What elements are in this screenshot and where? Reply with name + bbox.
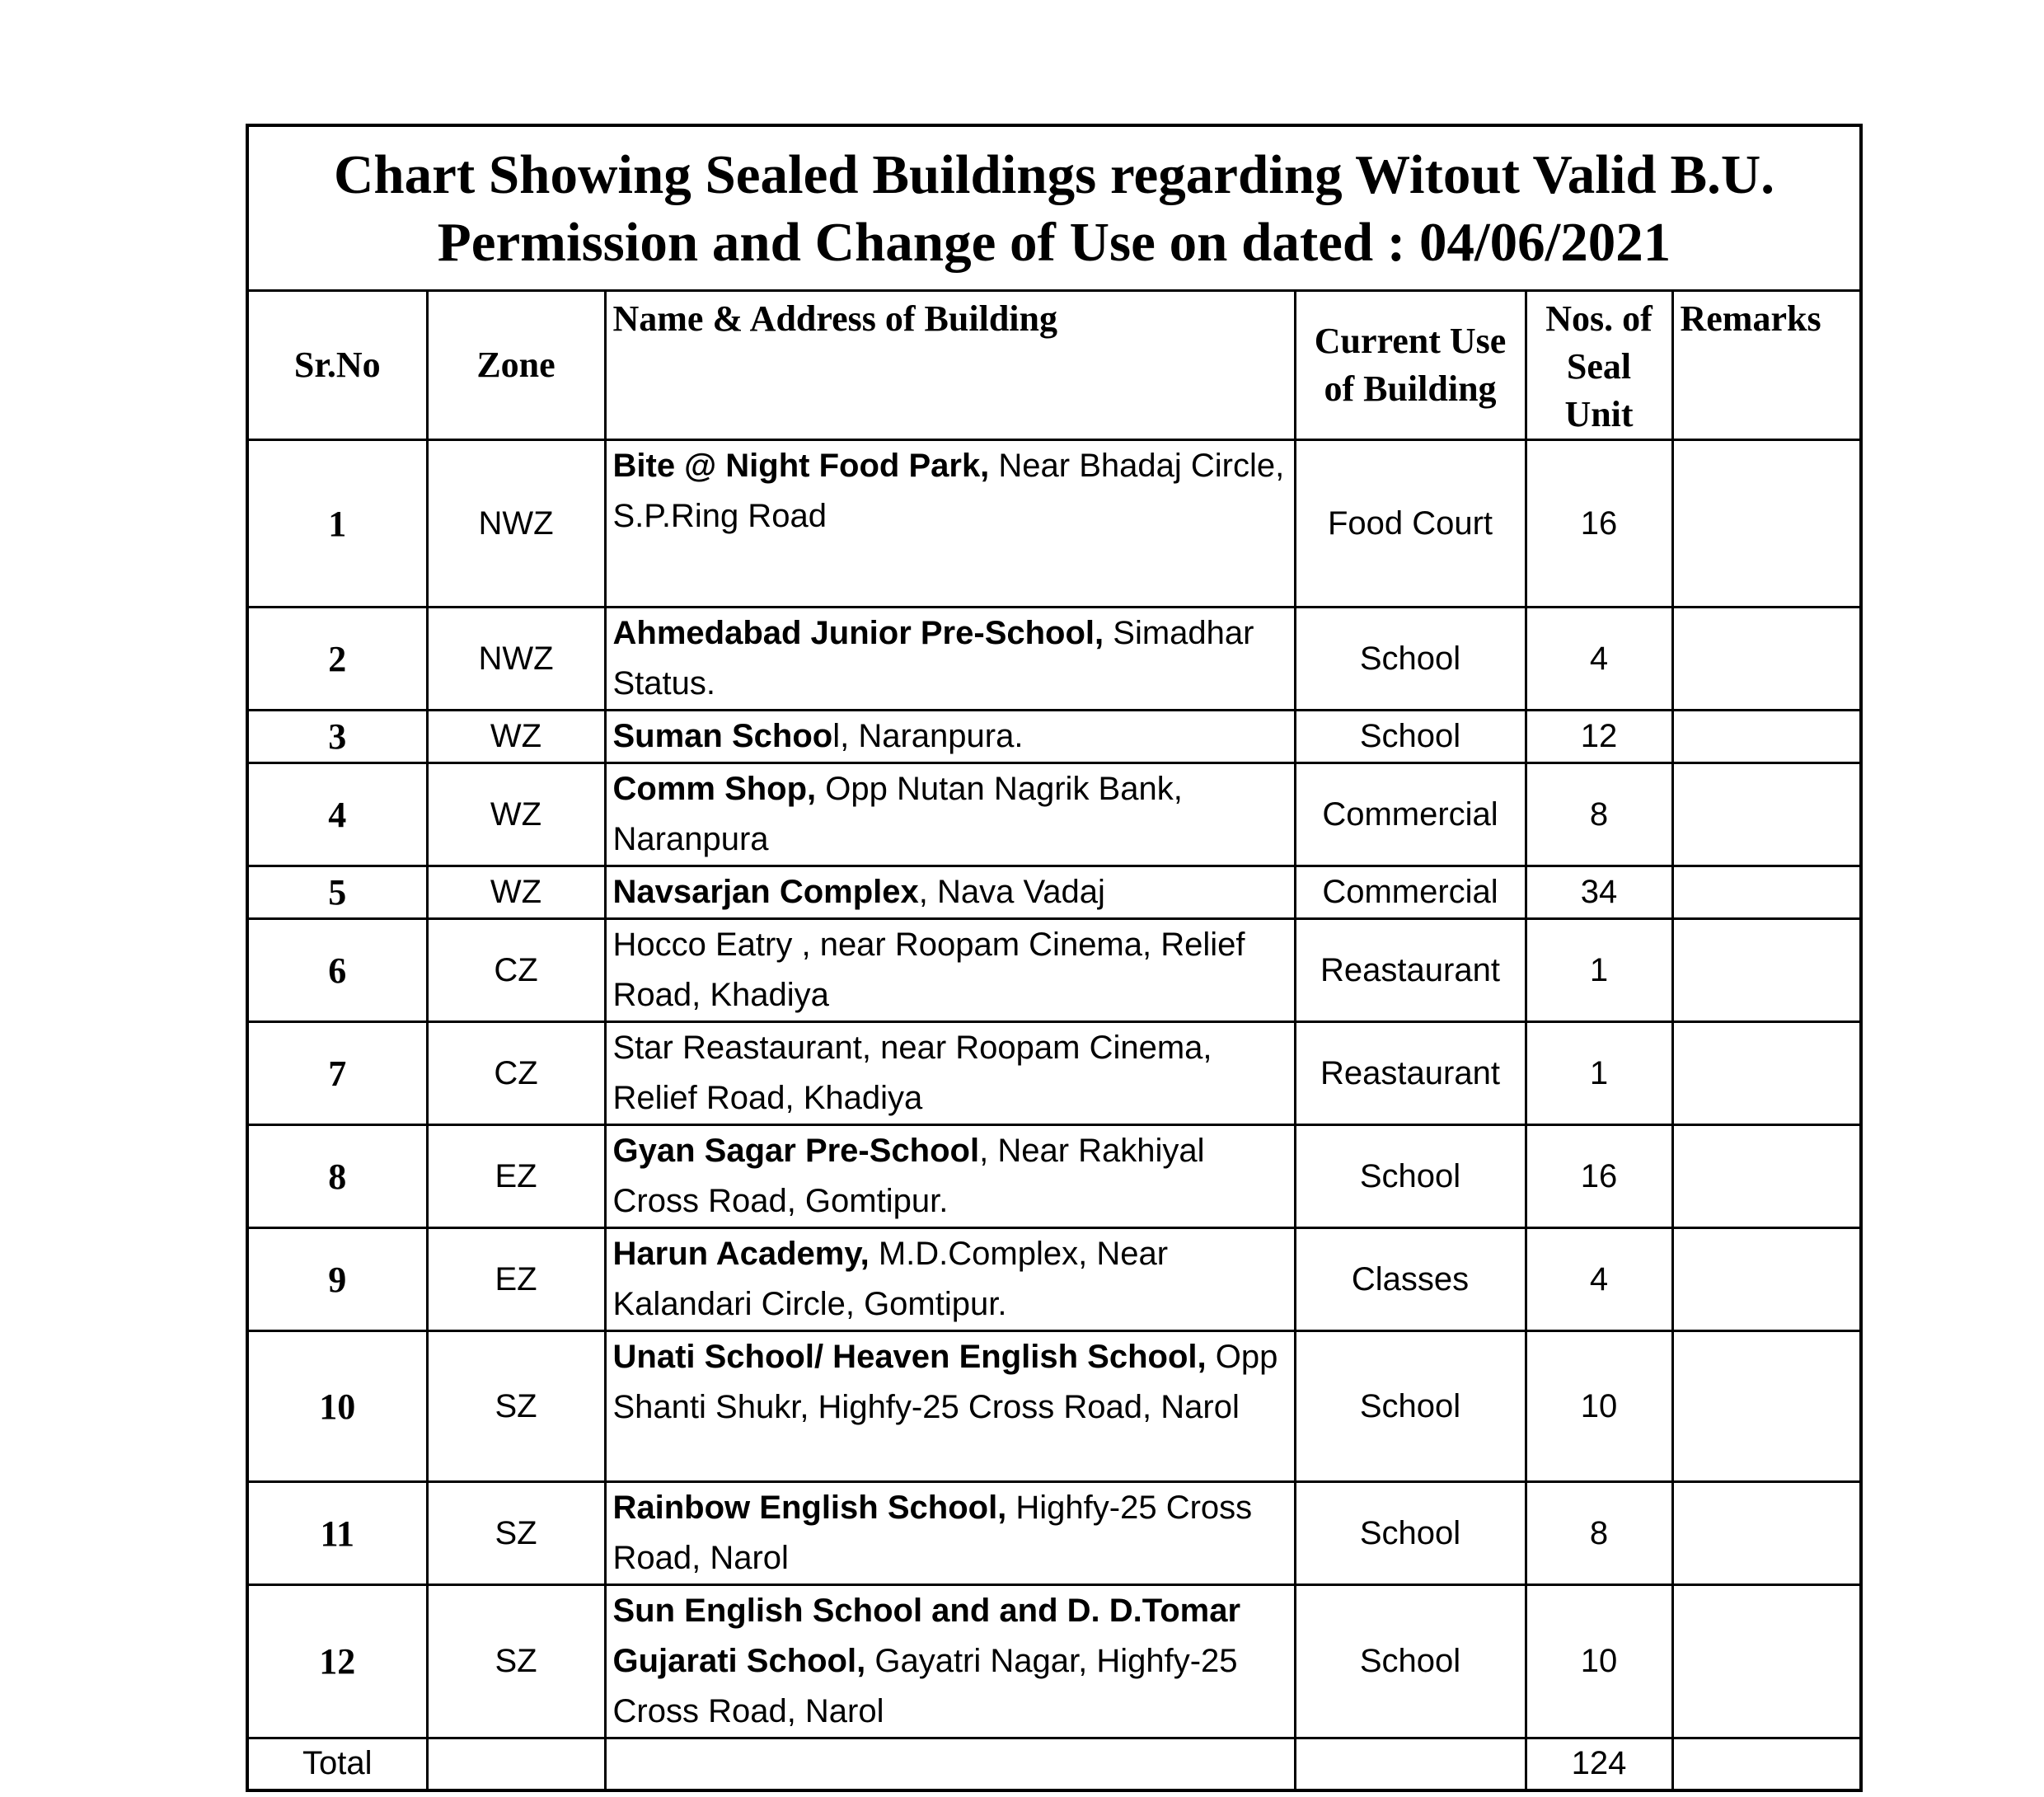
table-row [249, 919, 1859, 1022]
cell-srno: 2 [249, 608, 427, 711]
sheet-title [249, 127, 1859, 292]
building-address: , Near Rakhiyal Cross Road, Gomtipur. [612, 1133, 1214, 1219]
col-header-current-use-line1: Current Use [1314, 321, 1507, 361]
total-row [249, 1738, 1859, 1789]
col-header-remarks: Remarks [1672, 292, 1859, 440]
building-name: Comm Shop, [612, 771, 817, 807]
cell-srno: 8 [249, 1125, 427, 1228]
cell-zone: SZ [427, 1331, 605, 1482]
cell-current-use: Classes [1295, 1228, 1526, 1331]
table-row [249, 763, 1859, 866]
cell-srno: 11 [249, 1482, 427, 1585]
cell-srno: 10 [249, 1331, 427, 1482]
cell-srno: 12 [249, 1585, 427, 1738]
col-header-seal-units-line2: Seal [1566, 346, 1632, 387]
total-empty-name [605, 1738, 1295, 1789]
building-name: Harun Academy, [612, 1236, 870, 1272]
cell-seal-units: 12 [1526, 711, 1672, 763]
cell-zone: CZ [427, 919, 605, 1022]
cell-remarks [1672, 919, 1859, 1022]
table-row [249, 1022, 1859, 1125]
cell-current-use: School [1295, 1125, 1526, 1228]
cell-current-use: School [1295, 608, 1526, 711]
cell-name-address [605, 711, 1295, 763]
building-name: Gyan Sagar Pre-School [612, 1133, 980, 1169]
cell-zone: NWZ [427, 440, 605, 608]
cell-srno: 6 [249, 919, 427, 1022]
col-header-seal-units [1526, 292, 1672, 440]
col-header-seal-units-line3: Unit [1564, 394, 1634, 434]
cell-current-use: School [1295, 711, 1526, 763]
table-row [249, 711, 1859, 763]
col-header-seal-units-line1: Nos. of [1545, 298, 1653, 339]
total-empty-remarks [1672, 1738, 1859, 1789]
cell-remarks [1672, 866, 1859, 919]
table-body [249, 440, 1859, 1789]
cell-name-address [605, 1022, 1295, 1125]
cell-srno: 7 [249, 1022, 427, 1125]
cell-seal-units: 1 [1526, 1022, 1672, 1125]
cell-srno: 3 [249, 711, 427, 763]
building-address: Opp Shanti Shukr, Highfy-25 Cross Road, Narol [612, 1339, 1287, 1425]
col-header-zone: Zone [427, 292, 605, 440]
cell-remarks [1672, 1022, 1859, 1125]
cell-srno: 4 [249, 763, 427, 866]
cell-name-address [605, 440, 1295, 608]
table-row [249, 608, 1859, 711]
cell-remarks [1672, 711, 1859, 763]
cell-current-use: Commercial [1295, 763, 1526, 866]
building-address: Hocco Eatry , near Roopam Cinema, Relief Road, Khadiya [612, 927, 1254, 1013]
building-name: Rainbow English School, [612, 1490, 1007, 1526]
cell-zone: EZ [427, 1125, 605, 1228]
cell-remarks [1672, 1331, 1859, 1482]
cell-current-use: Reastaurant [1295, 1022, 1526, 1125]
building-address: Highfy-25 Cross Road, Narol [612, 1490, 1262, 1576]
cell-name-address [605, 1331, 1295, 1482]
cell-zone: CZ [427, 1022, 605, 1125]
col-header-current-use-line2: of Building [1324, 368, 1497, 409]
building-name: Navsarjan Complex [612, 874, 919, 910]
cell-zone: SZ [427, 1585, 605, 1738]
table-row [249, 1482, 1859, 1585]
total-label: Total [249, 1738, 427, 1789]
building-address: Opp Nutan Nagrik Bank, Naranpura [612, 771, 1192, 857]
cell-remarks [1672, 1585, 1859, 1738]
cell-remarks [1672, 1228, 1859, 1331]
cell-remarks [1672, 440, 1859, 608]
cell-zone: WZ [427, 866, 605, 919]
cell-name-address [605, 1125, 1295, 1228]
col-header-current-use [1295, 292, 1526, 440]
cell-name-address [605, 1482, 1295, 1585]
cell-zone: WZ [427, 711, 605, 763]
total-seal-units: 124 [1526, 1738, 1672, 1789]
table-row [249, 1125, 1859, 1228]
building-name: Ahmedabad Junior Pre-School, [612, 615, 1104, 651]
building-name: Bite @ Night Food Park, [612, 448, 990, 484]
cell-seal-units: 4 [1526, 1228, 1672, 1331]
table-row [249, 1585, 1859, 1738]
cell-seal-units: 16 [1526, 1125, 1672, 1228]
cell-srno: 9 [249, 1228, 427, 1331]
cell-zone: WZ [427, 763, 605, 866]
col-header-name-address: Name & Address of Building [605, 292, 1295, 440]
cell-seal-units: 1 [1526, 919, 1672, 1022]
cell-name-address [605, 1228, 1295, 1331]
table-row [249, 866, 1859, 919]
cell-srno: 5 [249, 866, 427, 919]
cell-current-use: Reastaurant [1295, 919, 1526, 1022]
title-line-1: Chart Showing Sealed Buildings regarding Witout Valid B.U. [333, 143, 1775, 205]
building-name: Suman Schoo [612, 718, 833, 754]
cell-current-use: School [1295, 1331, 1526, 1482]
cell-name-address [605, 608, 1295, 711]
building-address: l, Naranpura. [832, 718, 1024, 754]
cell-zone: NWZ [427, 608, 605, 711]
building-name: Unati School/ Heaven English School, [612, 1339, 1207, 1375]
cell-zone: EZ [427, 1228, 605, 1331]
building-address: M.D.Complex, Near Kalandari Circle, Gomtipur. [612, 1236, 1178, 1322]
table-row [249, 440, 1859, 608]
cell-seal-units: 34 [1526, 866, 1672, 919]
cell-name-address [605, 1585, 1295, 1738]
cell-current-use: School [1295, 1482, 1526, 1585]
cell-seal-units: 4 [1526, 608, 1672, 711]
cell-name-address [605, 763, 1295, 866]
cell-current-use: School [1295, 1585, 1526, 1738]
cell-seal-units: 16 [1526, 440, 1672, 608]
cell-remarks [1672, 608, 1859, 711]
building-address: Star Reastaurant, near Roopam Cinema, Relief Road, Khadiya [612, 1030, 1221, 1116]
header-row [249, 292, 1859, 440]
cell-name-address [605, 919, 1295, 1022]
sealed-buildings-sheet [246, 124, 1863, 1792]
cell-remarks [1672, 1125, 1859, 1228]
building-address: Simadhar Status. [612, 615, 1263, 701]
cell-seal-units: 10 [1526, 1585, 1672, 1738]
table-row [249, 1228, 1859, 1331]
table-row [249, 1331, 1859, 1482]
total-empty-zone [427, 1738, 605, 1789]
building-name: Sun English School and and D. D.Tomar Gujarati School, [612, 1593, 1241, 1679]
title-line-2: Permission and Change of Use on dated : 04/06/2021 [437, 211, 1671, 273]
cell-seal-units: 8 [1526, 763, 1672, 866]
cell-srno: 1 [249, 440, 427, 608]
building-address: Near Bhadaj Circle, S.P.Ring Road [612, 448, 1294, 534]
cell-name-address [605, 866, 1295, 919]
building-address: Gayatri Nagar, Highfy-25 Cross Road, Narol [612, 1643, 1247, 1729]
cell-zone: SZ [427, 1482, 605, 1585]
col-header-srno: Sr.No [249, 292, 427, 440]
cell-remarks [1672, 1482, 1859, 1585]
cell-seal-units: 10 [1526, 1331, 1672, 1482]
cell-remarks [1672, 763, 1859, 866]
cell-current-use: Food Court [1295, 440, 1526, 608]
cell-current-use: Commercial [1295, 866, 1526, 919]
cell-seal-units: 8 [1526, 1482, 1672, 1585]
total-empty-use [1295, 1738, 1526, 1789]
building-address: , Nava Vadaj [918, 874, 1105, 910]
sealed-buildings-table [249, 292, 1859, 1789]
